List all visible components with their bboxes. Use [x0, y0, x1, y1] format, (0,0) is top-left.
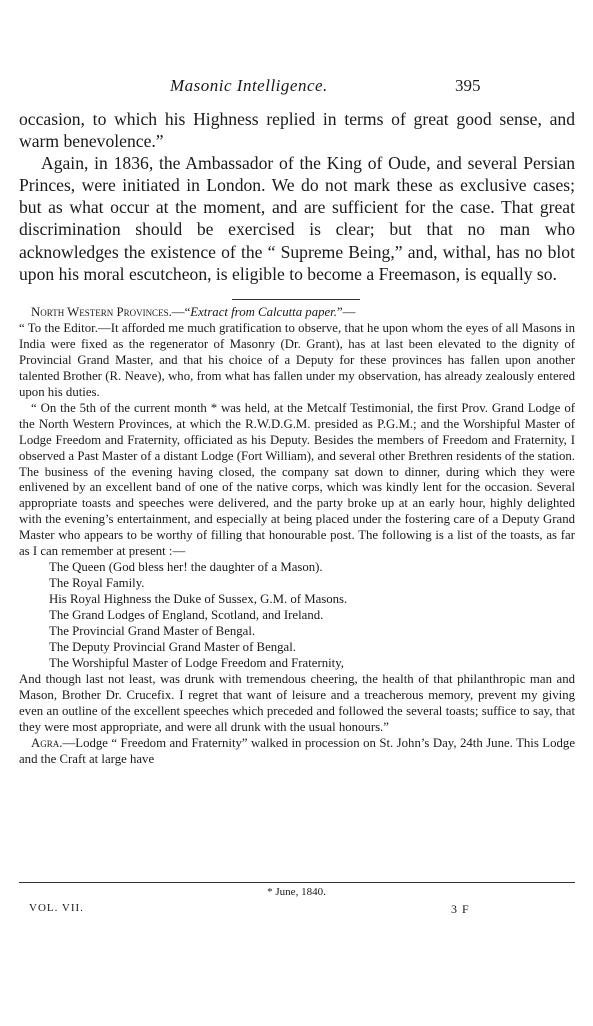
report-intro	[19, 305, 575, 401]
heading-dash: —“	[171, 305, 191, 319]
north-western-provinces-report	[19, 305, 575, 768]
report-paragraph-1: “ To the Editor.—It afforded me much gratification to observe, that he upon whom the eyes of all Masons in India were fixed as the regenerator of Masonry (Dr. Grant), has at last been elevated to the dignity of Provincial Grand Master, and that his choice of a Deputy for these provinces has fallen upon another talented Brother (R. Neave), who, from what has fallen under my observation, has already zealously entered upon his duties.	[19, 320, 575, 399]
toast-item: The Provincial Grand Master of Bengal.	[49, 624, 256, 639]
agra-paragraph	[19, 736, 575, 768]
volume-label: VOL. VII.	[29, 902, 84, 914]
page-header	[0, 76, 593, 96]
agra-text: —Lodge “ Freedom and Fraternity” walked in procession on St. John’s Day, 24th June. This Lodge and the Craft at large have	[19, 735, 575, 766]
toast-item: His Royal Highness the Duke of Sussex, G.M. of Masons.	[49, 592, 348, 607]
report-paragraph-2: “ On the 5th of the current month * was held, at the Metcalf Testimonial, the first Prov. Grand Lodge of the North Western Provinces, at which the R.W.D.G.M. presided as P.G.M.; and the Worshipful Master of Lodge Freedom and Fraternity, officiated as his Deputy. Besides the members of Freedom and Fraternity, I observed a Past Master of a distant Lodge (Fort William), and several other Brethren residents of the station. The business of the evening having closed, the company sat down to dinner, during which they were enlivened by an excellent band of one of the native corps, which was kindly lent for the occasion. Several appropriate toasts and speeches were delivered, and the party broke up at an early hour, highly delighted with the evening’s entertainment, and especially at being placed under the fostering care of a Deputy Grand Master who appears to be worthy of filling that honourable post. The following is a list of the toasts, as far as I can remember at present :—	[19, 400, 575, 559]
section-divider	[232, 299, 360, 300]
section-heading: North Western Provinces.	[31, 305, 172, 319]
running-title: Masonic Intelligence.	[170, 76, 328, 95]
source-dash: ”—	[336, 305, 356, 319]
source-note: Extract from Calcutta paper.	[190, 305, 337, 319]
toast-list	[19, 560, 575, 672]
footnote: * June, 1840.	[267, 886, 326, 898]
continued-paragraph: occasion, to which his Highness replied in terms of great good sense, and warm benevolence.”	[19, 109, 575, 152]
paragraph-1836: Again, in 1836, the Ambassador of the King of Oude, and several Persian Princes, were initiated in London. We do not mark these as exclusive cases; but as what occur at the moment, and are sufficient for the case. That great discrimination should be exercised is clear; but that no man who acknowledges the existence of the “ Supreme Being,” and, withal, has no blot upon his moral escutcheon, is eligible to become a Freemason, is equally so.	[19, 153, 575, 284]
page-number: 395	[455, 76, 481, 95]
toast-item: The Deputy Provincial Grand Master of Bengal.	[49, 640, 296, 655]
footnote-rule	[19, 882, 575, 883]
intro-text	[19, 108, 575, 285]
toast-item: The Grand Lodges of England, Scotland, and Ireland.	[49, 608, 324, 623]
signature-mark: 3 F	[451, 902, 470, 916]
toast-item: The Worshipful Master of Lodge Freedom and Fraternity,	[49, 655, 345, 670]
report-paragraph-3: And though last not least, was drunk with tremendous cheering, the health of that philanthropic man and Mason, Brother Dr. Crucefix. I regret that want of leisure and a treacherous memory, prevent my giving even an outline of the excellent speeches which preceded and followed the several toasts; suffice to say, that they were most appropriate, and were all drunk with the usual honours.”	[19, 671, 575, 734]
toast-item: The Queen (God bless her! the daughter of a Mason).	[49, 560, 323, 575]
agra-heading: Agra.	[31, 735, 63, 750]
toast-item: The Royal Family.	[49, 576, 145, 591]
